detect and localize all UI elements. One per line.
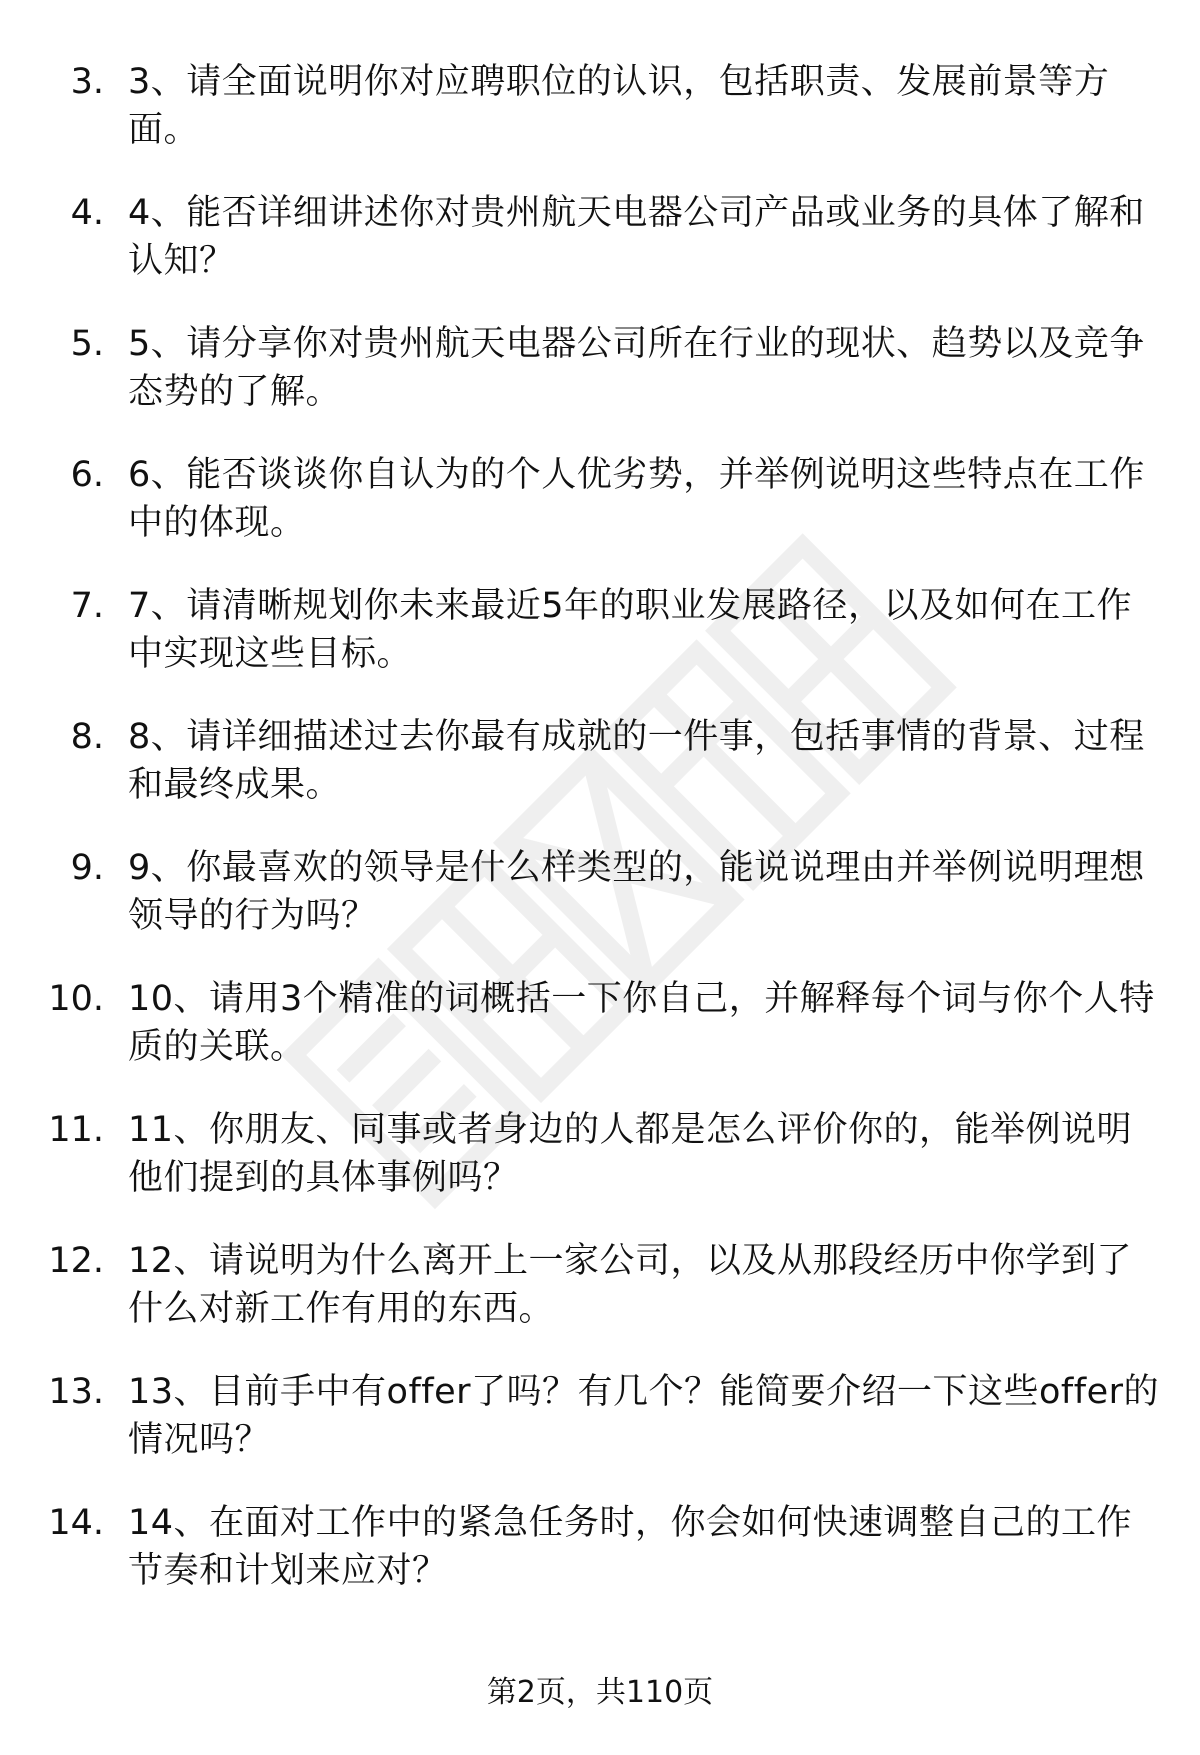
item-number: 14. xyxy=(48,1503,104,1543)
list-item xyxy=(0,320,1200,451)
question-text: 13、目前手中有offer了吗？有几个？能简要介绍一下这些offer的情况吗？ xyxy=(128,1372,1159,1460)
question-text: 7、请清晰规划你未来最近5年的职业发展路径，以及如何在工作中实现这些目标。 xyxy=(128,586,1133,674)
question-text: 11、你朋友、同事或者身边的人都是怎么评价你的，能举例说明他们提到的具体事例吗？ xyxy=(128,1110,1133,1198)
page-footer: 第2页，共110页 xyxy=(486,1675,714,1710)
list-item xyxy=(0,844,1200,975)
question-text: 6、能否谈谈你自认为的个人优劣势，并举例说明这些特点在工作中的体现。 xyxy=(128,455,1145,543)
list-item xyxy=(0,1237,1200,1368)
item-number: 13. xyxy=(48,1372,104,1412)
question-text: 4、能否详细讲述你对贵州航天电器公司产品或业务的具体了解和认知？ xyxy=(128,193,1145,281)
list-item xyxy=(0,189,1200,320)
item-number: 6. xyxy=(70,455,104,495)
question-list xyxy=(0,58,1200,1630)
question-text: 8、请详细描述过去你最有成就的一件事，包括事情的背景、过程和最终成果。 xyxy=(128,717,1145,805)
list-item xyxy=(0,1499,1200,1630)
item-number: 12. xyxy=(48,1241,104,1281)
item-number: 7. xyxy=(70,586,104,626)
item-number: 9. xyxy=(70,848,104,888)
question-text: 5、请分享你对贵州航天电器公司所在行业的现状、趋势以及竞争态势的了解。 xyxy=(128,324,1145,412)
list-item xyxy=(0,451,1200,582)
question-text: 3、请全面说明你对应聘职位的认识，包括职责、发展前景等方面。 xyxy=(128,62,1110,150)
item-number: 3. xyxy=(70,62,104,102)
list-item xyxy=(0,58,1200,189)
list-item xyxy=(0,975,1200,1106)
item-number: 8. xyxy=(70,717,104,757)
item-number: 11. xyxy=(48,1110,104,1150)
list-item xyxy=(0,713,1200,844)
list-item xyxy=(0,1368,1200,1499)
item-number: 5. xyxy=(70,324,104,364)
question-text: 9、你最喜欢的领导是什么样类型的，能说说理由并举例说明理想领导的行为吗？ xyxy=(128,848,1145,936)
question-text: 14、在面对工作中的紧急任务时，你会如何快速调整自己的工作节奏和计划来应对？ xyxy=(128,1503,1133,1591)
question-text: 10、请用3个精准的词概括一下你自己，并解释每个词与你个人特质的关联。 xyxy=(128,979,1155,1067)
list-item xyxy=(0,582,1200,713)
question-text: 12、请说明为什么离开上一家公司，以及从那段经历中你学到了什么对新工作有用的东西。 xyxy=(128,1241,1133,1329)
item-number: 10. xyxy=(48,979,104,1019)
list-item xyxy=(0,1106,1200,1237)
item-number: 4. xyxy=(70,193,104,233)
